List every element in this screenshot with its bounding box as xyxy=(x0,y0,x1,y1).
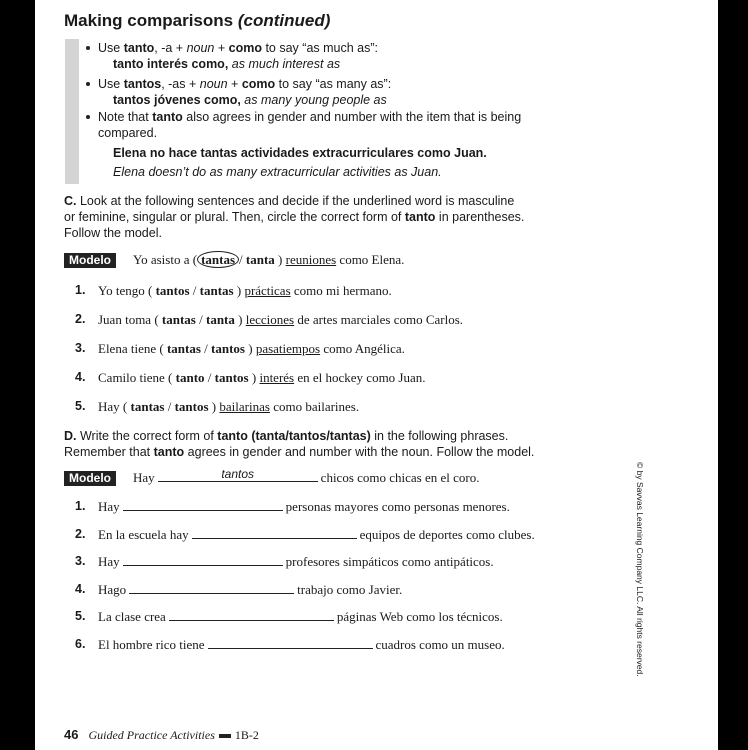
section-d-model: Hay tantos chicos como chicas en el coro. xyxy=(133,467,480,485)
sentence-start: La clase crea xyxy=(98,609,166,625)
sentence-start: Elena tiene xyxy=(98,341,157,356)
worksheet-page xyxy=(35,0,718,750)
section-c-item: Camilo tiene ( tanto / tantos ) interés en el hockey como Juan. xyxy=(98,370,426,385)
choice-option-2[interactable]: tantos xyxy=(214,370,249,385)
answer-blank[interactable] xyxy=(123,555,283,566)
section-d-item xyxy=(98,554,494,570)
answer-blank[interactable] xyxy=(123,500,283,511)
sentence-end: trabajo como Javier. xyxy=(297,581,403,597)
underlined-noun: bailarinas xyxy=(219,399,270,414)
sentence-end: profesores simpáticos como antipáticos. xyxy=(285,554,494,570)
section-d-item xyxy=(98,499,510,515)
sentence-start: Juan toma xyxy=(98,312,152,327)
section-c-model: Yo asisto a ( tantas / tanta ) reuniones como Elena. xyxy=(133,252,405,267)
note-example-2: tantos jóvenes como, as many young people as xyxy=(113,93,387,107)
answer-blank[interactable] xyxy=(169,610,334,621)
sentence-end: de artes marciales como Carlos. xyxy=(297,312,464,327)
choice-option-2[interactable]: tantas xyxy=(199,283,234,298)
underlined-noun: prácticas xyxy=(244,283,291,298)
bullet-icon xyxy=(86,46,90,50)
modelo-label: Modelo xyxy=(64,471,116,486)
note-example-1: tanto interés como, as much interest as xyxy=(113,57,341,71)
answer-blank[interactable] xyxy=(208,638,373,649)
item-number: 3. xyxy=(75,554,86,569)
sentence-start: El hombre rico tiene xyxy=(98,637,205,652)
sentence-start: Hago xyxy=(98,581,127,597)
answer-blank[interactable] xyxy=(129,583,294,594)
item-number: 4. xyxy=(75,370,86,384)
section-c-item: Yo tengo ( tantos / tantas ) prácticas como mi hermano. xyxy=(98,283,392,298)
item-number: 3. xyxy=(75,341,86,355)
sentence-start: Hay xyxy=(98,399,120,414)
item-number: 5. xyxy=(75,399,86,413)
sentence-start: Yo tengo xyxy=(98,283,145,298)
item-number: 6. xyxy=(75,637,86,651)
copyright-notice: © by Savvas Learning Company LLC. All rights reserved. xyxy=(635,462,645,677)
section-c-instructions: C. Look at the following sentences and decide if the underlined word is masculine or feminine, singular or plural. Then, circle the correct form of tanto in parentheses. Follow the model. xyxy=(64,194,525,240)
section-d-item xyxy=(98,582,402,598)
section-c-item: Elena tiene ( tantas / tantos ) pasatiempos como Angélica. xyxy=(98,341,405,356)
item-number: 2. xyxy=(75,312,86,326)
choice-option-1[interactable]: tantas xyxy=(166,341,201,356)
sentence-start: Camilo tiene xyxy=(98,370,165,385)
answer-blank[interactable] xyxy=(192,528,357,539)
choice-option-1[interactable]: tantos xyxy=(155,283,190,298)
item-number: 1. xyxy=(75,283,86,297)
sentence-end: páginas Web como los técnicos. xyxy=(336,609,503,625)
sentence-start: En la escuela hay xyxy=(98,526,189,542)
page-footer: 46 Guided Practice Activities 1B-2 xyxy=(64,727,259,742)
bullet-icon xyxy=(86,115,90,119)
sentence-end: como mi hermano. xyxy=(293,283,392,298)
section-d-item xyxy=(98,609,503,625)
section-d-instructions: D. Write the correct form of tanto (tanta/tantos/tantas) in the following phrases. Remember that tanto agrees in gender and number with the noun. Follow the model. xyxy=(64,429,535,459)
section-c-item: Juan toma ( tantas / tanta ) lecciones de artes marciales como Carlos. xyxy=(98,312,464,327)
item-number: 5. xyxy=(75,609,86,624)
choice-option-1[interactable]: tantas xyxy=(161,312,196,327)
sentence-end: equipos de deportes como clubes. xyxy=(359,526,535,542)
note-bullet-3: Note that tanto also agrees in gender and number with the item that is being xyxy=(98,110,522,124)
sentence-end: como Angélica. xyxy=(323,341,405,356)
sentence-end: como bailarines. xyxy=(273,399,360,414)
notes-sidebar-band xyxy=(65,39,79,184)
page-title: Making comparisons (continued) xyxy=(64,11,331,30)
modelo-label: Modelo xyxy=(64,253,116,268)
note-bullet-1: Use tanto, -a + noun + como to say “as much as”: xyxy=(98,41,378,55)
choice-option-1[interactable]: tanto xyxy=(175,370,205,385)
sentence-start: Hay xyxy=(98,499,120,514)
sentence-end: en el hockey como Juan. xyxy=(297,370,426,385)
section-c-item: Hay ( tantas / tantos ) bailarinas como bailarines. xyxy=(98,399,360,414)
section-d-item xyxy=(98,637,505,653)
sentence-start: Hay xyxy=(98,554,120,570)
choice-option-2[interactable]: tanta xyxy=(206,312,235,327)
choice-option-2[interactable]: tantos xyxy=(211,341,245,356)
note-example-3-translation: Elena doesn’t do as many extracurricular activities as Juan. xyxy=(113,165,442,179)
note-bullet-2: Use tantos, -as + noun + como to say “as many as”: xyxy=(98,77,392,91)
sentence-end: cuadros como un museo. xyxy=(375,637,505,652)
underlined-noun: pasatiempos xyxy=(255,341,321,356)
choice-option-2[interactable]: tantos xyxy=(174,399,209,414)
item-number: 2. xyxy=(75,526,86,541)
underlined-noun: lecciones xyxy=(245,312,295,327)
section-d-item xyxy=(98,527,535,543)
sentence-end: personas mayores como personas menores. xyxy=(285,499,510,514)
item-number: 1. xyxy=(75,499,86,513)
note-bullet-3-cont: compared. xyxy=(98,126,158,140)
underlined-noun: interés xyxy=(259,370,295,385)
choice-option-1[interactable]: tantas xyxy=(130,399,165,414)
bullet-icon xyxy=(86,82,90,86)
note-example-3: Elena no hace tantas actividades extracurriculares como Juan. xyxy=(113,146,487,160)
item-number: 4. xyxy=(75,581,86,596)
